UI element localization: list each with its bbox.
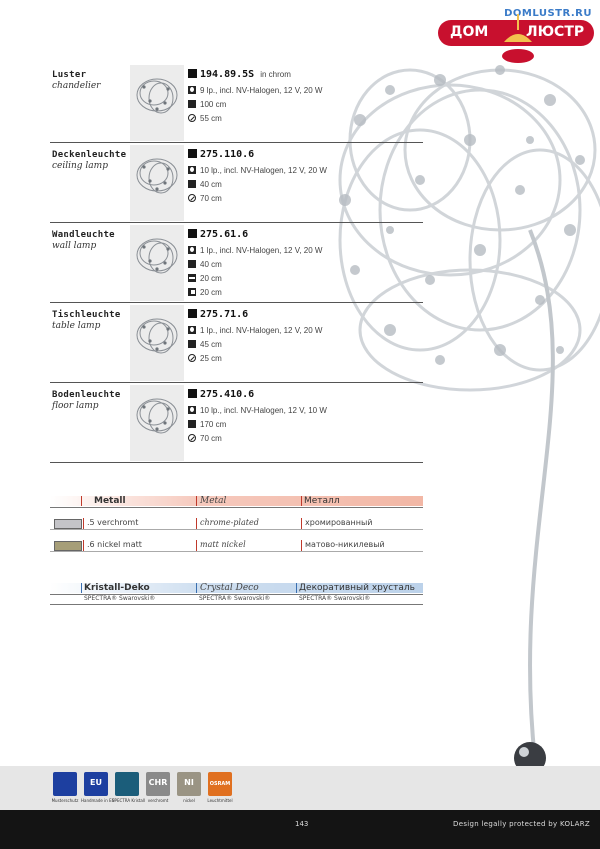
certificate-badge	[53, 772, 77, 806]
metal-header-en: Metal	[200, 496, 227, 506]
certificate-icon	[115, 772, 139, 796]
certificate-badge	[208, 772, 232, 806]
height-icon	[188, 340, 196, 348]
certificate-label: OSRAM	[209, 781, 231, 787]
diameter-icon	[188, 354, 196, 362]
spec-text: 100 cm	[200, 100, 227, 109]
spec-text: 1 lp., incl. NV-Halogen, 12 V, 20 W	[200, 246, 323, 255]
certificate-badge	[112, 772, 146, 806]
product-subtitle: table lamp	[52, 321, 101, 331]
finish-code: .6 nickel matt	[87, 540, 142, 549]
product-photo	[130, 225, 184, 301]
product-photo	[130, 385, 184, 461]
table-rule	[50, 551, 423, 552]
product-code	[188, 149, 254, 160]
certificate-caption: Leuchtmittel	[207, 798, 233, 803]
product-spec	[188, 246, 322, 255]
crystal-table-header	[50, 583, 423, 593]
certificate-icon	[53, 772, 77, 796]
height-icon	[188, 260, 196, 268]
product-spec	[188, 406, 327, 415]
certificate-caption: SPECTRA Kristall	[112, 798, 146, 803]
product-row	[50, 64, 423, 143]
product-spec	[188, 354, 222, 363]
product-spec	[188, 180, 222, 189]
crystal-row	[50, 595, 423, 607]
product-code	[188, 389, 254, 400]
product-spec	[188, 86, 322, 95]
metal-header-de: Metall	[94, 496, 126, 506]
finish-en: matt nickel	[200, 540, 246, 549]
product-row	[50, 304, 423, 383]
height-icon	[188, 420, 196, 428]
spec-text: 1 lp., incl. NV-Halogen, 12 V, 20 W	[200, 326, 323, 335]
product-code-value: 194.89.5S	[200, 69, 255, 80]
column-divider	[196, 583, 197, 593]
crystal-header-de: Kristall-Deko	[84, 583, 150, 593]
product-row	[50, 224, 423, 303]
product-row	[50, 144, 423, 223]
certificate-label: CHR	[148, 778, 168, 787]
legal-notice: Design legally protected by KOLARZ	[453, 820, 590, 828]
product-code-value: 275.61.6	[200, 229, 249, 240]
code-marker-icon	[188, 389, 197, 398]
certificate-label: NI	[184, 778, 194, 787]
spec-text: 40 cm	[200, 180, 222, 189]
spec-text: 20 cm	[200, 288, 222, 297]
spec-text: 9 lp., incl. NV-Halogen, 12 V, 20 W	[200, 86, 323, 95]
certificate-label: EU	[90, 778, 102, 787]
bulb-icon	[188, 166, 196, 174]
certificate-caption: Handmade in EU	[81, 798, 115, 803]
column-divider	[301, 496, 302, 506]
bulb-icon	[188, 326, 196, 334]
page-number: 143	[295, 820, 309, 828]
product-name: Deckenleuchte	[52, 150, 127, 160]
product-spec	[188, 420, 226, 429]
product-spec	[188, 166, 327, 175]
product-code-value: 275.410.6	[200, 389, 255, 400]
code-marker-icon	[188, 69, 197, 78]
certificate-caption: Musterschutz	[51, 798, 79, 803]
bulb-icon	[188, 246, 196, 254]
product-code-value: 275.110.6	[200, 149, 255, 160]
finish-code: .5 verchromt	[87, 518, 139, 527]
certificate-badge	[81, 772, 115, 806]
projection-icon	[188, 288, 196, 296]
metal-table-header	[50, 496, 423, 506]
product-spec	[188, 274, 222, 283]
finish-swatch	[54, 541, 82, 551]
spec-text: 25 cm	[200, 354, 222, 363]
finish-ru: хромированный	[305, 518, 373, 527]
crystal-de: SPECTRA® Swarovski®	[84, 595, 156, 602]
product-subtitle: floor lamp	[52, 401, 99, 411]
store-logo[interactable]	[438, 8, 598, 72]
bulb-icon	[188, 86, 196, 94]
product-subtitle: wall lamp	[52, 241, 97, 251]
product-spec	[188, 434, 222, 443]
height-icon	[188, 100, 196, 108]
page-footer	[0, 810, 600, 849]
spec-text: 10 lp., incl. NV-Halogen, 12 V, 10 W	[200, 406, 327, 415]
finish-swatch	[54, 519, 82, 529]
product-subtitle: chandelier	[52, 81, 101, 91]
product-name: Tischleuchte	[52, 310, 121, 320]
spec-text: 40 cm	[200, 260, 222, 269]
finish-ru: матово-никилевый	[305, 540, 385, 549]
crystal-header-en: Crystal Deco	[200, 583, 259, 593]
metal-header-ru: Металл	[304, 496, 340, 506]
code-marker-icon	[188, 229, 197, 238]
spec-text: 55 cm	[200, 114, 222, 123]
certificate-caption: verchromt	[147, 798, 169, 803]
logo-word-right: ЛЮСТР	[526, 24, 585, 40]
spec-text: 70 cm	[200, 194, 222, 203]
code-marker-icon	[188, 309, 197, 318]
table-rule	[50, 604, 423, 605]
spec-text: 10 lp., incl. NV-Halogen, 12 V, 20 W	[200, 166, 327, 175]
column-divider	[196, 496, 197, 506]
product-spec	[188, 288, 222, 297]
product-photo	[130, 145, 184, 221]
certificate-badge	[177, 772, 201, 806]
certificate-badge	[146, 772, 170, 806]
crystal-en: SPECTRA® Swarovski®	[199, 595, 271, 602]
site-url[interactable]: DOMLUSTR.RU	[504, 8, 592, 19]
chandelier-icon	[498, 12, 538, 68]
product-spec	[188, 326, 322, 335]
crystal-header-ru: Декоративный хрусталь	[299, 583, 415, 593]
spec-text: 20 cm	[200, 274, 222, 283]
diameter-icon	[188, 114, 196, 122]
height-icon	[188, 180, 196, 188]
column-divider	[81, 583, 82, 593]
product-name: Luster	[52, 70, 87, 80]
width-icon	[188, 274, 196, 282]
product-code	[188, 309, 248, 320]
diameter-icon	[188, 434, 196, 442]
table-rule	[50, 529, 423, 530]
product-code-value: 275.71.6	[200, 309, 249, 320]
product-note: in chrom	[260, 70, 291, 79]
product-spec	[188, 340, 222, 349]
product-spec	[188, 194, 222, 203]
product-code	[188, 229, 248, 240]
product-photo	[130, 305, 184, 381]
product-subtitle: ceiling lamp	[52, 161, 108, 171]
product-row	[50, 384, 423, 463]
spec-text: 170 cm	[200, 420, 227, 429]
product-code	[188, 69, 291, 80]
table-rule	[50, 507, 423, 508]
column-divider	[81, 496, 82, 506]
column-divider	[296, 583, 297, 593]
logo-word-left: ДОМ	[450, 24, 489, 40]
code-marker-icon	[188, 149, 197, 158]
product-spec	[188, 100, 226, 109]
spec-text: 70 cm	[200, 434, 222, 443]
product-photo	[130, 65, 184, 141]
product-name: Bodenleuchte	[52, 390, 121, 400]
product-name: Wandleuchte	[52, 230, 115, 240]
crystal-ru: SPECTRA® Swarovski®	[299, 595, 371, 602]
finish-en: chrome-plated	[200, 518, 259, 527]
diameter-icon	[188, 194, 196, 202]
product-spec	[188, 260, 222, 269]
spec-text: 45 cm	[200, 340, 222, 349]
bulb-icon	[188, 406, 196, 414]
product-spec	[188, 114, 222, 123]
certificate-caption: nickel	[183, 798, 195, 803]
